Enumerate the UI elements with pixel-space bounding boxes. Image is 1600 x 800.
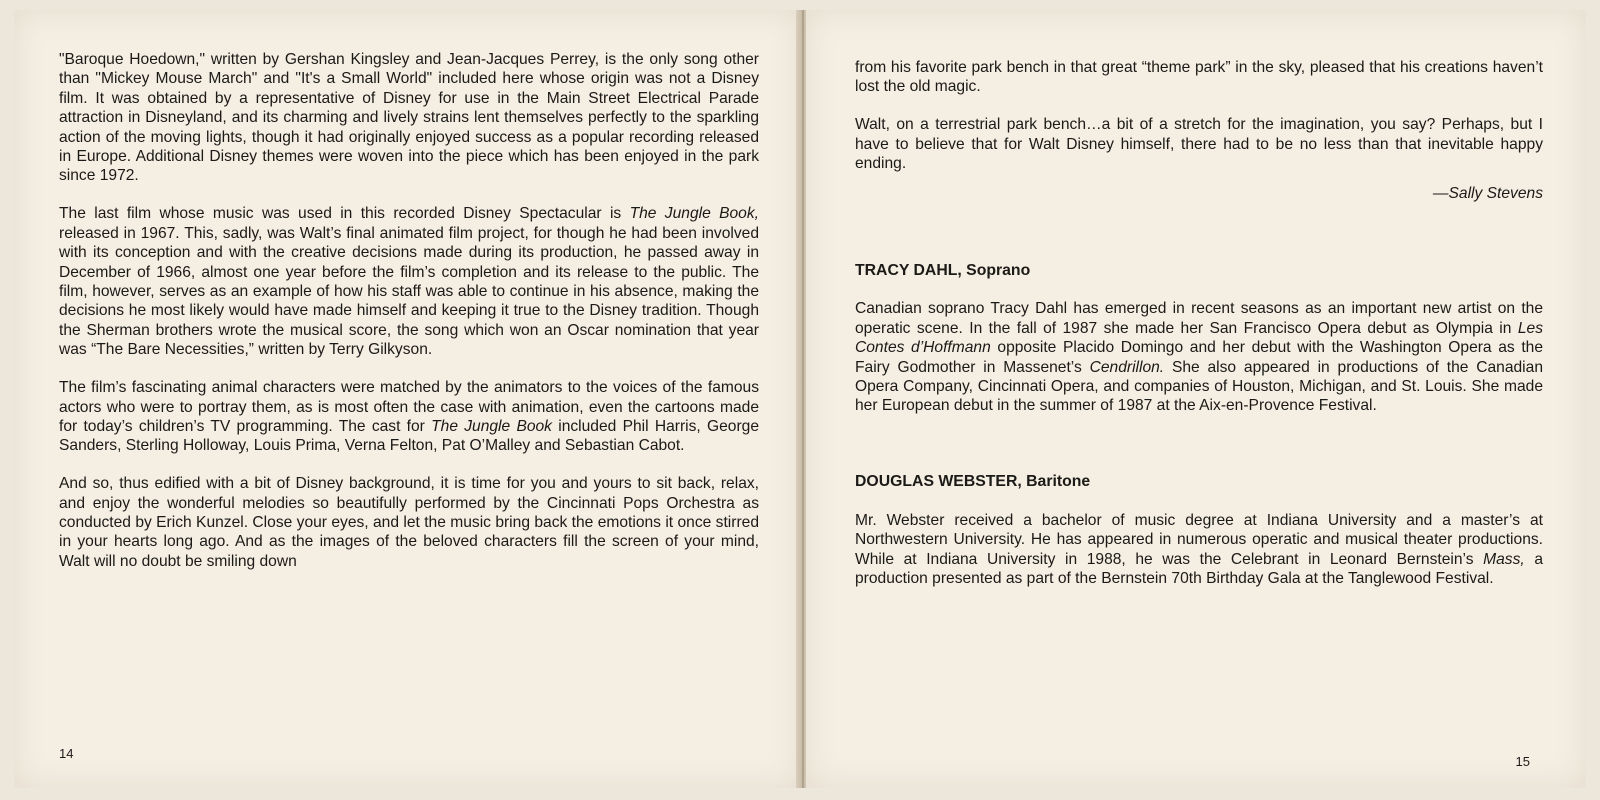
bio-heading-douglas-webster: DOUGLAS WEBSTER, Baritone xyxy=(855,473,1091,491)
page-number-left: 14 xyxy=(59,746,74,761)
page-number-right: 15 xyxy=(1515,754,1530,769)
paragraph-baroque-hoedown: "Baroque Hoedown," written by Gershan Kingsley and Jean-Jacques Perrey, is the only song other than "Mickey Mouse March" and "It's a Small World" included here whose origin was not a Disney film. It was obtained by a representative of Disney for use in the Main Street Electrical Parade attraction in Disneyland, and its charming and lively strains lent themselves perfectly to the sparkling action of the moving lights, though it had originally enjoyed success as a popular recording released in Europe. Additional Disney themes were woven into the piece which has been enjoyed in the park since 1972. xyxy=(59,51,759,185)
italic-title: Mass, xyxy=(1483,550,1525,568)
right-page-text xyxy=(855,58,1543,607)
bio-heading-tracy-dahl: TRACY DAHL, Soprano xyxy=(855,261,1031,279)
italic-title: The Jungle Book xyxy=(431,417,552,435)
spacer xyxy=(855,434,1543,472)
paragraph-animal-characters: The film’s fascinating animal characters were matched by the animators to the voices of the famous actors who were to portray them, as is most often the case with animation, even the cartoons made for today’s children’s TV programming. The cast for The Jungle Book included Phil Harris, George Sanders, Sterling Holloway, Louis Prima, Verna Felton, Pat O’Malley and Sebastian Cabot. xyxy=(59,379,759,455)
left-page xyxy=(14,10,800,788)
bio-paragraph-douglas-webster: Mr. Webster received a bachelor of music degree at Indiana University and a master’s at Northwestern University. He has appeared in numerous operatic and musical theater productions. While at Indiana University in 1988, he was the Celebrant in Leonard Bernstein’s Mass, a production presented as part of the Bernstein 70th Birthday Gala at the Tanglewood Festival. xyxy=(855,511,1543,587)
italic-title: The Jungle Book, xyxy=(629,205,759,223)
right-page xyxy=(806,10,1586,788)
author-signature: —Sally Stevens xyxy=(1432,184,1543,202)
bio-paragraph-tracy-dahl: Canadian soprano Tracy Dahl has emerged in recent seasons as an important new artist on the operatic scene. In the fall of 1987 she made her San Francisco Opera debut as Olympia in Les Contes d’Hoffmann opposite Placido Domingo and her debut with the Washington Opera as the Fairy Godmother in Massenet’s Cendrillon. She also appeared in productions of the Canadian Opera Company, Cincinnati Opera, and companies of Houston, Michigan, and St. Louis. She made her European debut in the summer of 1987 at the Aix-en-Provence Festival. xyxy=(855,300,1543,415)
italic-title: Cendrillon. xyxy=(1089,358,1165,376)
paragraph-park-bench: from his favorite park bench in that great “theme park” in the sky, pleased that his creations haven’t lost the old magic. xyxy=(855,59,1543,96)
left-page-text xyxy=(59,50,759,590)
spacer xyxy=(855,203,1543,261)
paragraph-closing: And so, thus edified with a bit of Disney background, it is time for you and yours to sit back, relax, and enjoy the wonderful melodies so beautifully performed by the Cincinnati Pops Orchestra as conducted by Erich Kunzel. Close your eyes, and let the music bring back the emotions it once stirred in your hearts long ago. And as the images of the beloved characters fill the screen of your mind, Walt will no doubt be smiling down xyxy=(59,475,759,570)
paragraph-jungle-book: The last film whose music was used in this recorded Disney Spectacular is The Jungle Book, released in 1967. This, sadly, was Walt’s final animated film project, for though he had been involved with its conception and with the creative decisions made during its production, he passed away in December of 1966, almost one year before the film’s completion and its release to the public. The film, however, serves as an example of how his staff was able to continue in his absence, making the decisions he most likely would have made himself and keeping it true to the Disney tradition. Though the Sherman brothers wrote the musical score, the song which won an Oscar nomination that year was “The Bare Necessities,” written by Terry Gilkyson. xyxy=(59,205,759,359)
paragraph-happy-ending: Walt, on a terrestrial park bench…a bit of a stretch for the imagination, you say? Perhaps, but I have to believe that for Walt Disney himself, there had to be no less than that inevitable happy ending. xyxy=(855,116,1543,173)
italic-title: Les Contes d’Hoffmann xyxy=(855,319,1543,357)
